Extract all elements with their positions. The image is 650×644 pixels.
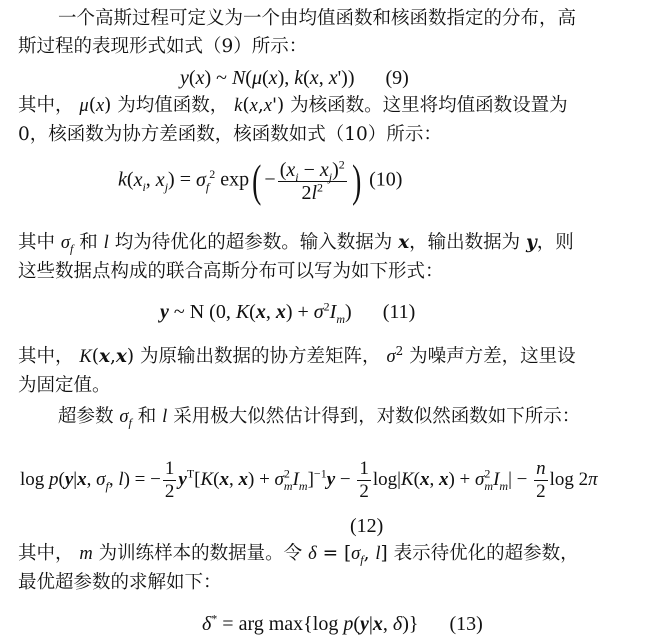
- equation-12: log p(y|x, $\sigma_f$, l) = − $\frac{1}{2}$ $y^T[K(x$, $x) + \sigma^2_mI_m]^{-1}y$ − $\frac{1}{2}$ log|K(x, $x) + \sigma^2_mI_m|$ − $\frac{n}{2}$ log 2π: [20, 458, 598, 502]
- equation-13: δ* = arg max{log p(y|x, δ)} (13): [202, 611, 483, 635]
- equation-number-10: (10): [369, 168, 403, 191]
- equation-10: $k(x_i$, $x_j) = \sigma_f^2$ exp( − $\frac{(x_i - x_j)^2}{2l^2}$ ) (10): [118, 155, 403, 206]
- equation-11: y ~ N (0, K(x, $x) + \sigma^2I_m$) (11): [160, 299, 416, 326]
- text-line-2: 斯过程的表现形式如式（9）所示：: [18, 36, 308, 57]
- text-line-5: 其中 $\sigma_f$ 和 l 均为待优化的超参数。输入数据为 x，输出数据为 y，则: [18, 232, 574, 256]
- text-line-11: 最优超参数的求解如下：: [18, 572, 222, 593]
- text-line-8: 为固定值。: [18, 375, 111, 396]
- equation-number-11: (11): [382, 301, 416, 323]
- equation-number-9: (9): [385, 67, 409, 89]
- text-line-4: 0，核函数为协方差函数，核函数如式（10）所示：: [18, 124, 442, 145]
- text-line-10: 其中， m 为训练样本的数据量。令 $\delta = [\sigma_f$, l] 表示待优化的超参数，: [18, 543, 579, 567]
- text-line-7: 其中， K(x,x) 为原输出数据的协方差矩阵， $\sigma^2$ 为噪声方差，这里设: [18, 343, 576, 367]
- text-line-9: 超参数 $\sigma_f$ 和 l 采用极大似然估计得到，对数似然函数如下所示：: [58, 406, 581, 430]
- equation-number-13: (13): [449, 613, 483, 635]
- text-line-1: 一个高斯过程可定义为一个由均值函数和核函数指定的分布，高: [58, 8, 577, 29]
- equation-9: y(x) ~ N(μ(x), k(x, x')) (9): [180, 67, 409, 89]
- text-line-3: 其中， μ(x) 为均值函数， k(x,x') 为核函数。这里将均值函数设置为: [18, 95, 568, 116]
- equation-number-12: (12): [350, 515, 384, 537]
- text-line-6: 这些数据点构成的联合高斯分布可以写为如下形式：: [18, 261, 444, 282]
